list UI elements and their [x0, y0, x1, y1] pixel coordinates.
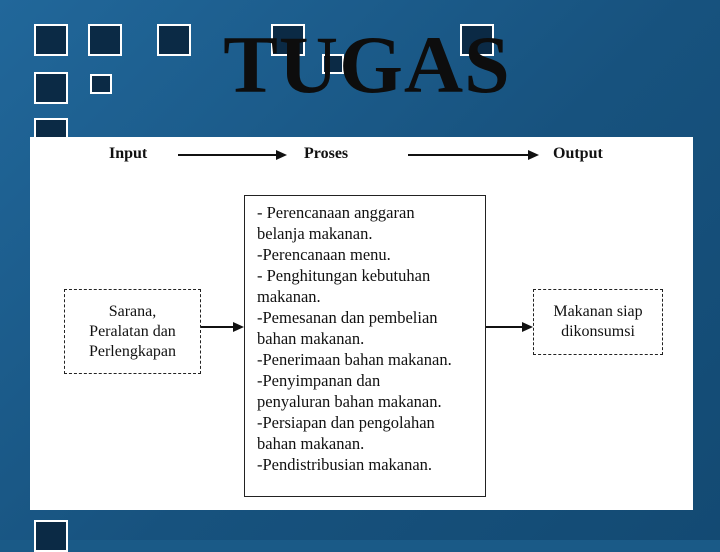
- process-item: -Perencanaan menu.: [257, 245, 391, 264]
- diagram-panel: [30, 137, 693, 510]
- header-arrow-head: [276, 150, 287, 160]
- process-item: makanan.: [257, 287, 321, 306]
- process-item: -Penyimpanan dan: [257, 371, 381, 390]
- decor-square: [157, 24, 191, 56]
- process-item: penyaluran bahan makanan.: [257, 392, 442, 411]
- process-item: bahan makanan.: [257, 329, 365, 348]
- process-item: -Persiapan dan pengolahan: [257, 413, 435, 432]
- process-to-output-arrow-head: [522, 322, 533, 332]
- process-to-output-arrow-line: [486, 326, 522, 328]
- stage-process-label: Proses: [304, 145, 349, 162]
- decor-square: [34, 72, 68, 104]
- input-to-process-arrow-head: [233, 322, 244, 332]
- decor-square: [34, 520, 68, 552]
- output-box: [533, 289, 663, 355]
- process-item: -Pemesanan dan pembelian: [257, 308, 438, 327]
- process-item: -Penerimaan bahan makanan.: [257, 350, 452, 369]
- header-arrow-head: [528, 150, 539, 160]
- stage-output-label: Output: [553, 145, 603, 162]
- process-box: [244, 195, 486, 497]
- process-item: - Perencanaan anggaran: [257, 203, 415, 222]
- stage-input-label: Input: [109, 145, 148, 162]
- slide-title: TUGAS: [223, 19, 511, 110]
- process-item: - Penghitungan kebutuhan: [257, 266, 431, 285]
- input-box: [64, 289, 201, 374]
- decor-square: [88, 24, 122, 56]
- process-item: bahan makanan.: [257, 434, 365, 453]
- decor-square: [34, 24, 68, 56]
- process-item: belanja makanan.: [257, 224, 373, 243]
- header-arrow-line: [178, 154, 278, 156]
- header-arrow-line: [408, 154, 530, 156]
- process-item: -Pendistribusian makanan.: [257, 455, 433, 474]
- output-box-text: Makanan siap dikonsumsi: [553, 303, 643, 340]
- decor-square: [90, 74, 112, 94]
- input-to-process-arrow-line: [201, 326, 233, 328]
- input-box-text: Sarana, Peralatan dan Perlengkapan: [88, 302, 177, 360]
